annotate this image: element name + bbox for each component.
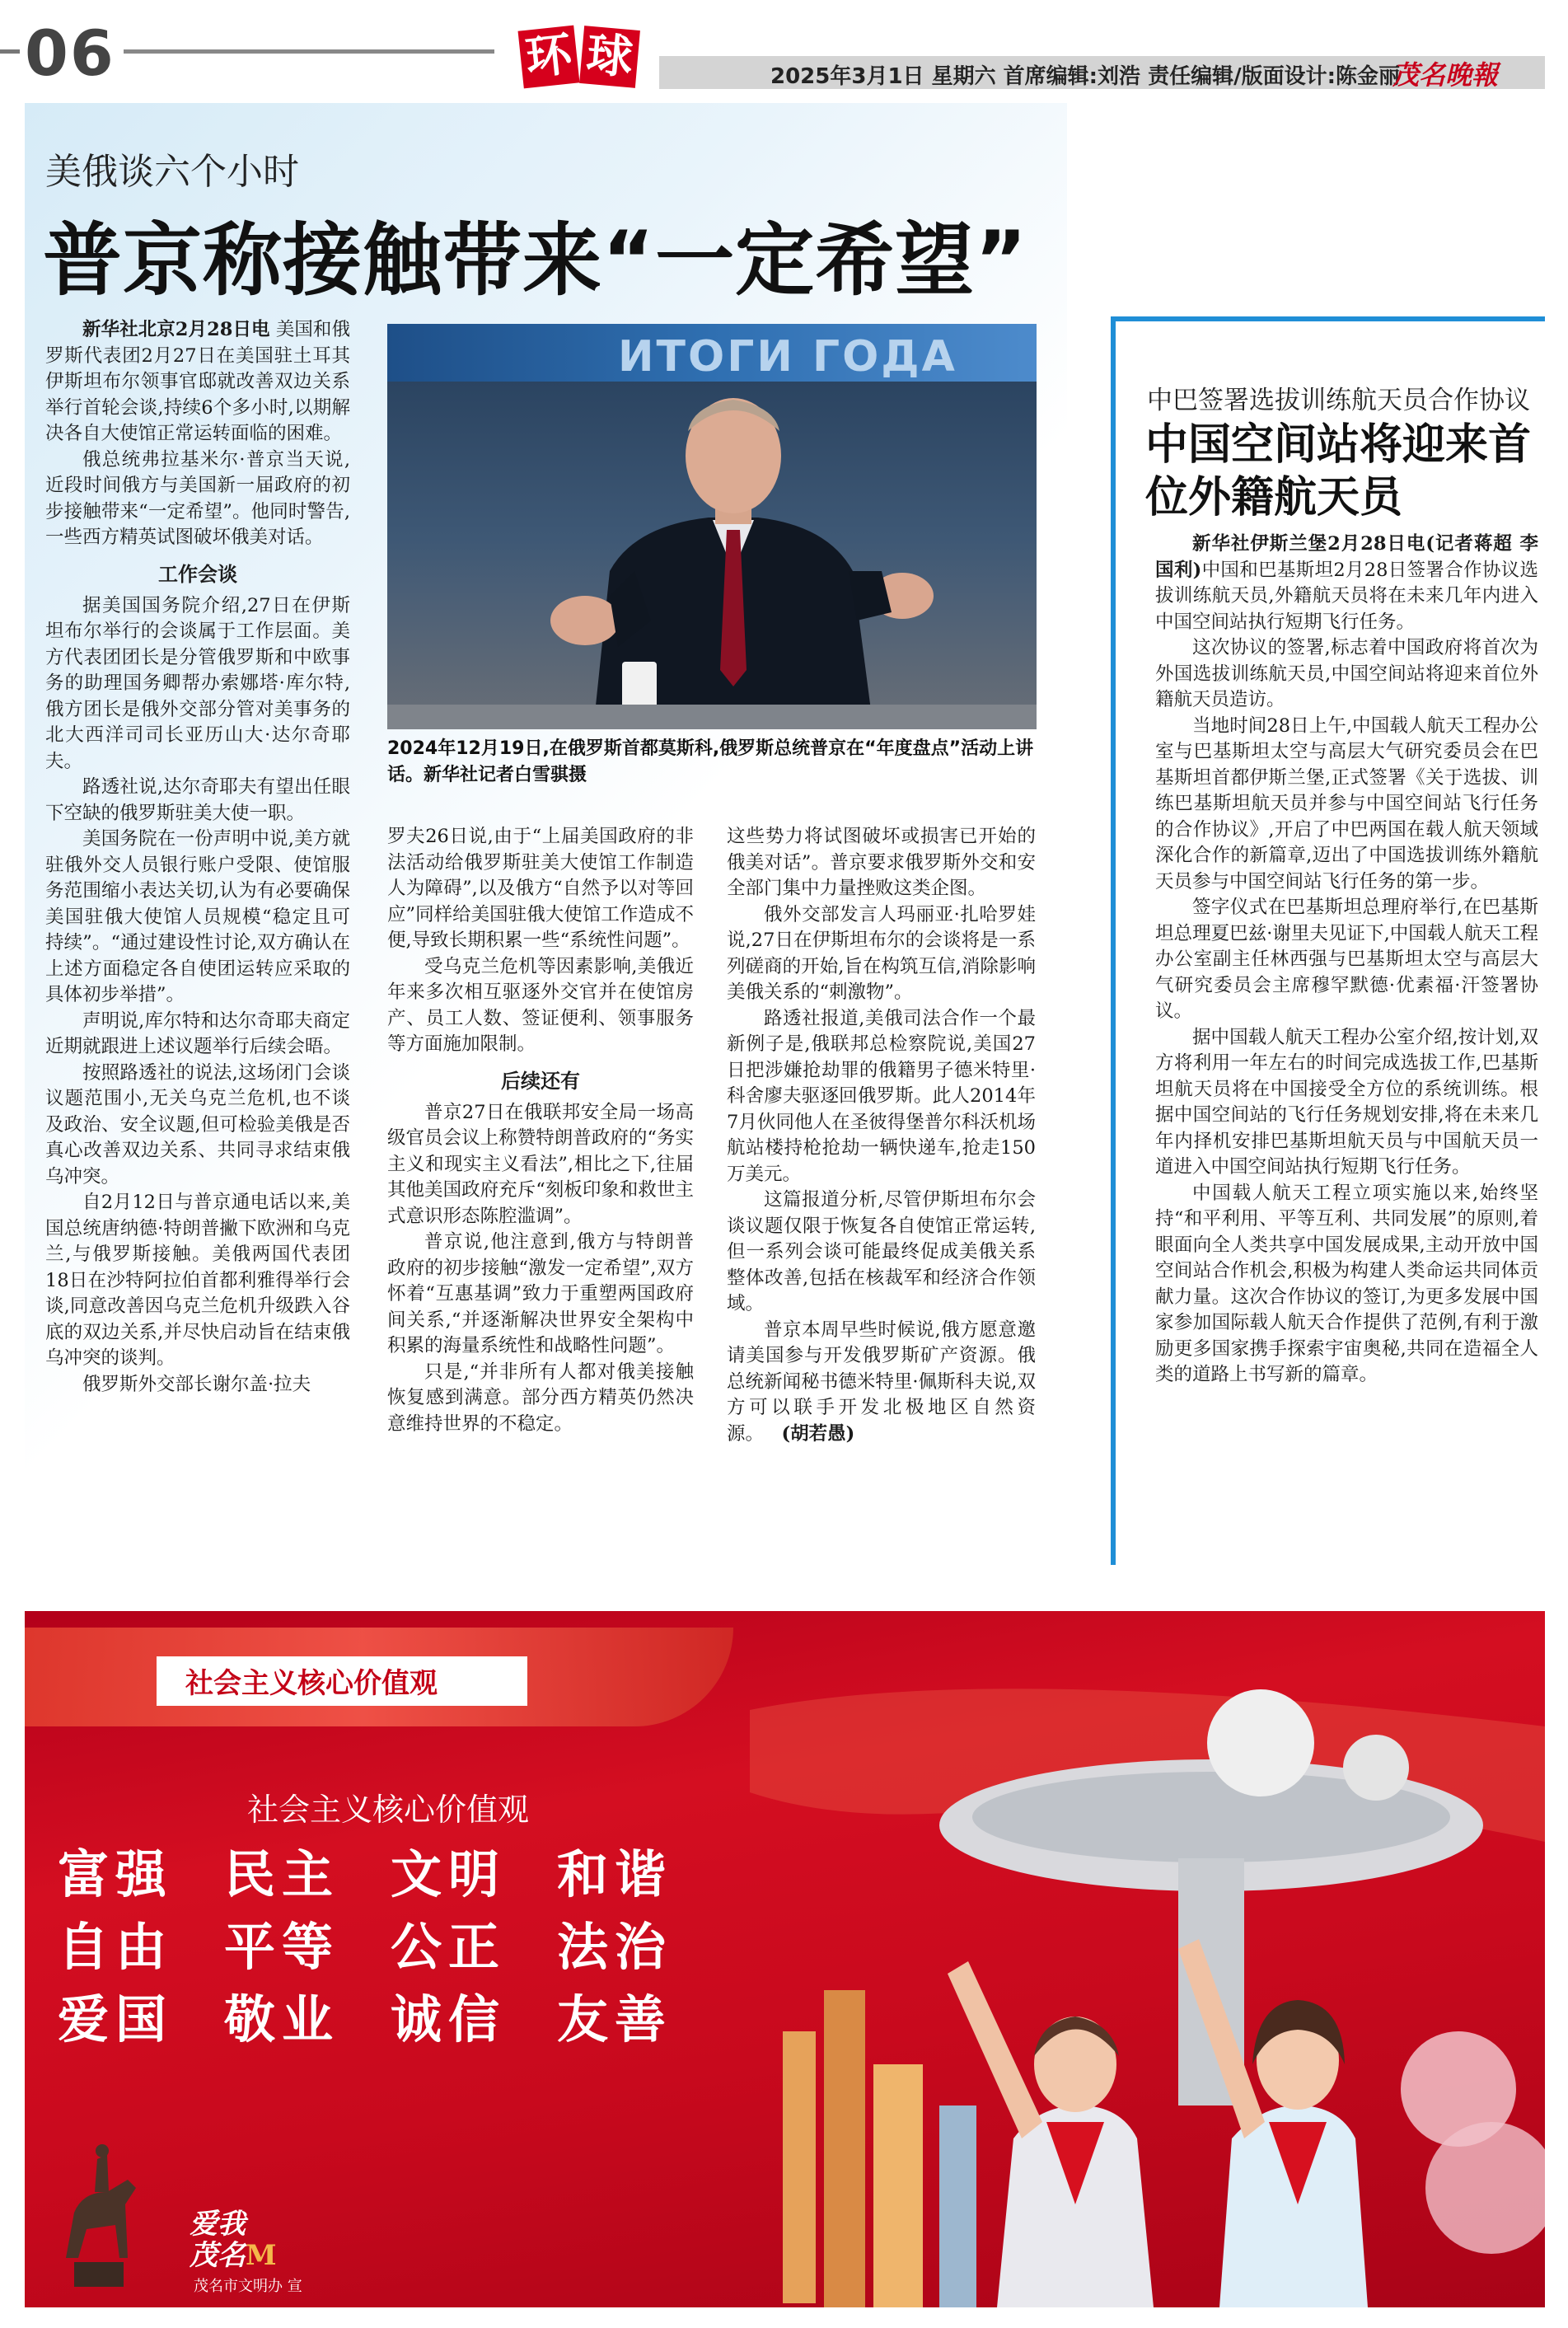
core-values-grid xyxy=(58,1834,799,2051)
value-word: 敬业 xyxy=(224,1989,340,2049)
banner-tag: 社会主义核心价值观 xyxy=(185,1667,438,1700)
article-column-2 xyxy=(387,824,694,1437)
paragraph: 路透社报道,美俄司法合作一个最新例子是,俄联邦总检察院说,美国27日把涉嫌抢劫罪的俄籍男子德米特里·科舍廖夫驱逐回俄罗斯。此人2014年7月伙同他人在圣彼得堡普尔科沃机场航站楼持枪抢劫一辆快递车,抢走150万美元。 xyxy=(727,1007,1036,1185)
article-kicker: 美俄谈六个小时 xyxy=(45,151,299,193)
paragraph: 自2月12日与普京通电话以来,美国总统唐纳德·特朗普撇下欧洲和乌克兰,与俄罗斯接触。美俄两国代表团18日在沙特阿拉伯首都利雅得举行会谈,同意改善因乌克兰危机升级跌入谷底的双边关系,并尽快启动旨在结束俄乌冲突的谈判。 xyxy=(45,1192,350,1369)
core-values-banner xyxy=(25,1611,1545,2307)
value-word: 诚信 xyxy=(391,1989,507,2049)
paragraph-text: 中国和巴基斯坦2月28日签署合作协议选拔训练航天员,外籍航天员将在未来几年内进入中国空间站执行短期飞行任务。 xyxy=(1155,559,1538,633)
logo-text: 茂名 xyxy=(190,2239,246,2272)
news-photo xyxy=(387,324,1037,729)
article-column-3 xyxy=(727,824,1036,1447)
young-pioneers-illustration xyxy=(750,1677,1545,2307)
paragraph: 这次协议的签署,标志着中国政府将首次为外国选拔训练航天员,中国空间站将迎来首位外籍航天员造访。 xyxy=(1155,637,1538,710)
paragraph: 俄外交部发言人玛丽亚·扎哈罗娃说,27日在伊斯坦布尔的会谈将是一系列磋商的开始,旨在构筑互信,消除影响美俄关系的“刺激物”。 xyxy=(727,903,1036,1003)
banner-subtitle: 社会主义核心价值观 xyxy=(247,1792,530,1828)
section-char: 球 xyxy=(579,26,640,88)
speaker-figure xyxy=(387,324,1037,729)
side-article-kicker: 中巴签署选拔训练航天员合作协议 xyxy=(1147,386,1530,415)
paragraph: 这些势力将试图破坏或损害已开始的俄美对话”。普京要求俄罗斯外交和安全部门集中力量挫败这类企图。 xyxy=(727,826,1036,899)
paragraph xyxy=(1155,532,1538,635)
paragraph: 按照路透社的说法,这场闭门会谈议题范围小,无关乌克兰危机,也不谈及政治、安全议题,但可检验美俄是否真心改善双边关系、共同寻求结束俄乌冲突。 xyxy=(45,1061,350,1187)
value-word: 公正 xyxy=(391,1917,507,1977)
value-word: 自由 xyxy=(58,1917,174,1977)
logo-mark: M xyxy=(246,2239,277,2272)
value-word: 爱国 xyxy=(58,1989,174,2049)
side-article-dateline: 新华社伊斯兰堡2月28日电(记者蒋超 李国利) xyxy=(1155,533,1538,581)
side-article-left-border xyxy=(1111,316,1116,1565)
value-word: 和谐 xyxy=(557,1844,673,1904)
value-word: 友善 xyxy=(557,1989,673,2049)
article-headline: 普京称接触带来“一定希望” xyxy=(43,214,1028,307)
paragraph: 俄罗斯外交部长谢尔盖·拉夫 xyxy=(82,1373,311,1395)
values-row xyxy=(58,1906,799,1979)
photo-banner-text: ИТОГИ ГОДА xyxy=(618,332,957,382)
values-row xyxy=(58,1979,799,2051)
paragraph: 俄总统弗拉基米尔·普京当天说,近段时间俄方与美国新一届政府的初步接触带来“一定希望”。他同时警告,一些西方精英试图破坏俄美对话。 xyxy=(45,448,350,548)
love-maoming-logo xyxy=(190,2209,277,2271)
paragraph: 据美国国务院介绍,27日在伊斯坦布尔举行的会谈属于工作层面。美方代表团团长是分管俄罗斯和中欧事务的助理国务卿帮办索娜塔·库尔特,俄方团长是俄外交部分管对美事务的北大西洋司司长亚历山大·达尔奇耶夫。 xyxy=(45,594,350,772)
subheading: 工作会谈 xyxy=(158,562,237,586)
value-word: 富强 xyxy=(58,1844,174,1904)
paragraph-text: 普京本周早些时候说,俄方愿意邀请美国参与开发俄罗斯矿产资源。俄总统新闻秘书德米特里·佩斯科夫说,双方可以联手开发北极地区自然资源。 xyxy=(727,1319,1036,1445)
paragraph: 据中国载人航天工程办公室介绍,按计划,双方将利用一年左右的时间完成选拔工作,巴基斯坦航天员将在中国接受全方位的系统训练。根据中国空间站的飞行任务规划安排,将在未来几年内择机安排巴基斯坦航天员与中国航天员一道进入中国空间站执行短期飞行任务。 xyxy=(1155,1026,1538,1178)
logo-text: 爱我 xyxy=(190,2208,246,2241)
paragraph: 这篇报道分析,尽管伊斯坦布尔会谈议题仅限于恢复各自使馆正常运转,但一系列会谈可能最终促成美俄关系整体改善,包括在核裁军和经济合作领域。 xyxy=(727,1189,1036,1314)
page-number: 06 xyxy=(25,16,115,90)
values-row xyxy=(58,1834,799,1906)
paragraph: 美国和俄罗斯代表团2月27日在美国驻土耳其伊斯坦布尔领事官邸就改善双边关系举行首轮会谈,持续6个多小时,以期解决各自大使馆正常运转面临的困难。 xyxy=(45,319,350,444)
value-word: 平等 xyxy=(224,1917,340,1977)
paragraph: 美国务院在一份声明中说,美方就驻俄外交人员银行账户受限、使馆服务范围缩小表达关切,认为有必要确保美国驻俄大使馆人员规模“稳定且可持续”。“通过建设性讨论,双方确认在上述方面稳定各自使团运转应采取的具体初步举措”。 xyxy=(45,828,350,1005)
paragraph: 只是,“并非所有人都对俄美接触恢复感到满意。部分西方精英仍然决意维持世界的不稳定。 xyxy=(387,1361,694,1435)
value-word: 法治 xyxy=(557,1917,673,1977)
paragraph: 声明说,库尔特和达尔奇耶夫商定近期就跟进上述议题举行后续会晤。 xyxy=(45,1009,350,1057)
subheading: 后续还有 xyxy=(501,1069,580,1093)
paragraph: 受乌克兰危机等因素影响,美俄近年来多次相互驱逐外交官并在使馆房产、员工人数、签证便利、领事服务等方面施加限制。 xyxy=(387,955,694,1055)
paper-logo: 茂名晚報 xyxy=(1392,59,1499,91)
section-char: 环 xyxy=(517,26,579,89)
article-dateline: 新华社北京2月28日电 xyxy=(82,319,270,340)
article-column-1 xyxy=(45,317,350,1398)
paragraph xyxy=(727,1318,1036,1448)
paragraph: 当地时间28日上午,中国载人航天工程办公室与巴基斯坦太空与高层大气研究委员会在巴基斯坦首都伊斯兰堡,正式签署《关于选拔、训练巴基斯坦航天员并参与中国空间站飞行任务的合作协议》,开启了中巴两国在载人航天领域深化合作的新篇章,迈出了中国选拔训练外籍航天员参与中国空间站飞行任务的第一步。 xyxy=(1155,714,1538,892)
civilization-office-credit: 茂名市文明办 宣 xyxy=(194,2278,302,2295)
value-word: 文明 xyxy=(391,1844,507,1904)
side-article-top-border xyxy=(1111,316,1545,321)
header-rule xyxy=(124,49,494,54)
value-word: 民主 xyxy=(224,1844,340,1904)
horse-statue-icon xyxy=(49,2114,148,2287)
paragraph: 签字仪式在巴基斯坦总理府举行,在巴基斯坦总理夏巴兹·谢里夫见证下,中国载人航天工程办公室副主任林西强与巴基斯坦太空与高层大气研究委员会主席穆罕默德·优素福·汗签署协议。 xyxy=(1155,897,1538,1022)
photo-caption: 2024年12月19日,在俄罗斯首都莫斯科,俄罗斯总统普京在“年度盘点”活动上讲话。新华社记者白雪骐摄 xyxy=(387,738,1034,785)
paragraph: 普京27日在俄联邦安全局一场高级官员会议上称赞特朗普政府的“务实主义和现实主义看法”,相比之下,往届其他美国政府充斥“刻板印象和救世主式意识形态陈腔滥调”。 xyxy=(387,1101,694,1227)
byline: (胡若愚) xyxy=(781,1422,855,1445)
paragraph: 普京说,他注意到,俄方与特朗普政府的初步接触“激发一定希望”,双方怀着“互惠基调”致力于重塑两国政府间关系,“并逐渐解决世界安全架构中积累的海量系统性和战略性问题”。 xyxy=(387,1231,694,1356)
side-article-title: 中国空间站将迎来首位外籍航天员 xyxy=(1145,420,1532,522)
header-info: 2025年3月1日 星期六 首席编辑:刘浩 责任编辑/版面设计:陈金丽 xyxy=(770,64,1400,89)
section-tag xyxy=(515,23,643,91)
paragraph: 路透社说,达尔奇耶夫有望出任眼下空缺的俄罗斯驻美大使一职。 xyxy=(45,776,350,824)
paragraph: 中国载人航天工程立项实施以来,始终坚持“和平利用、平等互利、共同发展”的原则,着眼面向全人类共享中国发展成果,主动开放中国空间站合作机会,积极为构建人类命运共同体贡献力量。这次合作协议的签订,为更多发展中国家参加国际载人航天合作提供了范例,有利于激励更多国家携手探索宇宙奥秘,共同在造福全人类的道路上书写新的篇章。 xyxy=(1155,1182,1538,1385)
paragraph: 罗夫26日说,由于“上届美国政府的非法活动给俄罗斯驻美大使馆工作制造人为障碍”,以及俄方“自然予以对等回应”同样给美国驻俄大使馆工作造成不便,导致长期积累一些“系统性问题”。 xyxy=(387,826,694,951)
side-article-body xyxy=(1155,532,1538,1389)
